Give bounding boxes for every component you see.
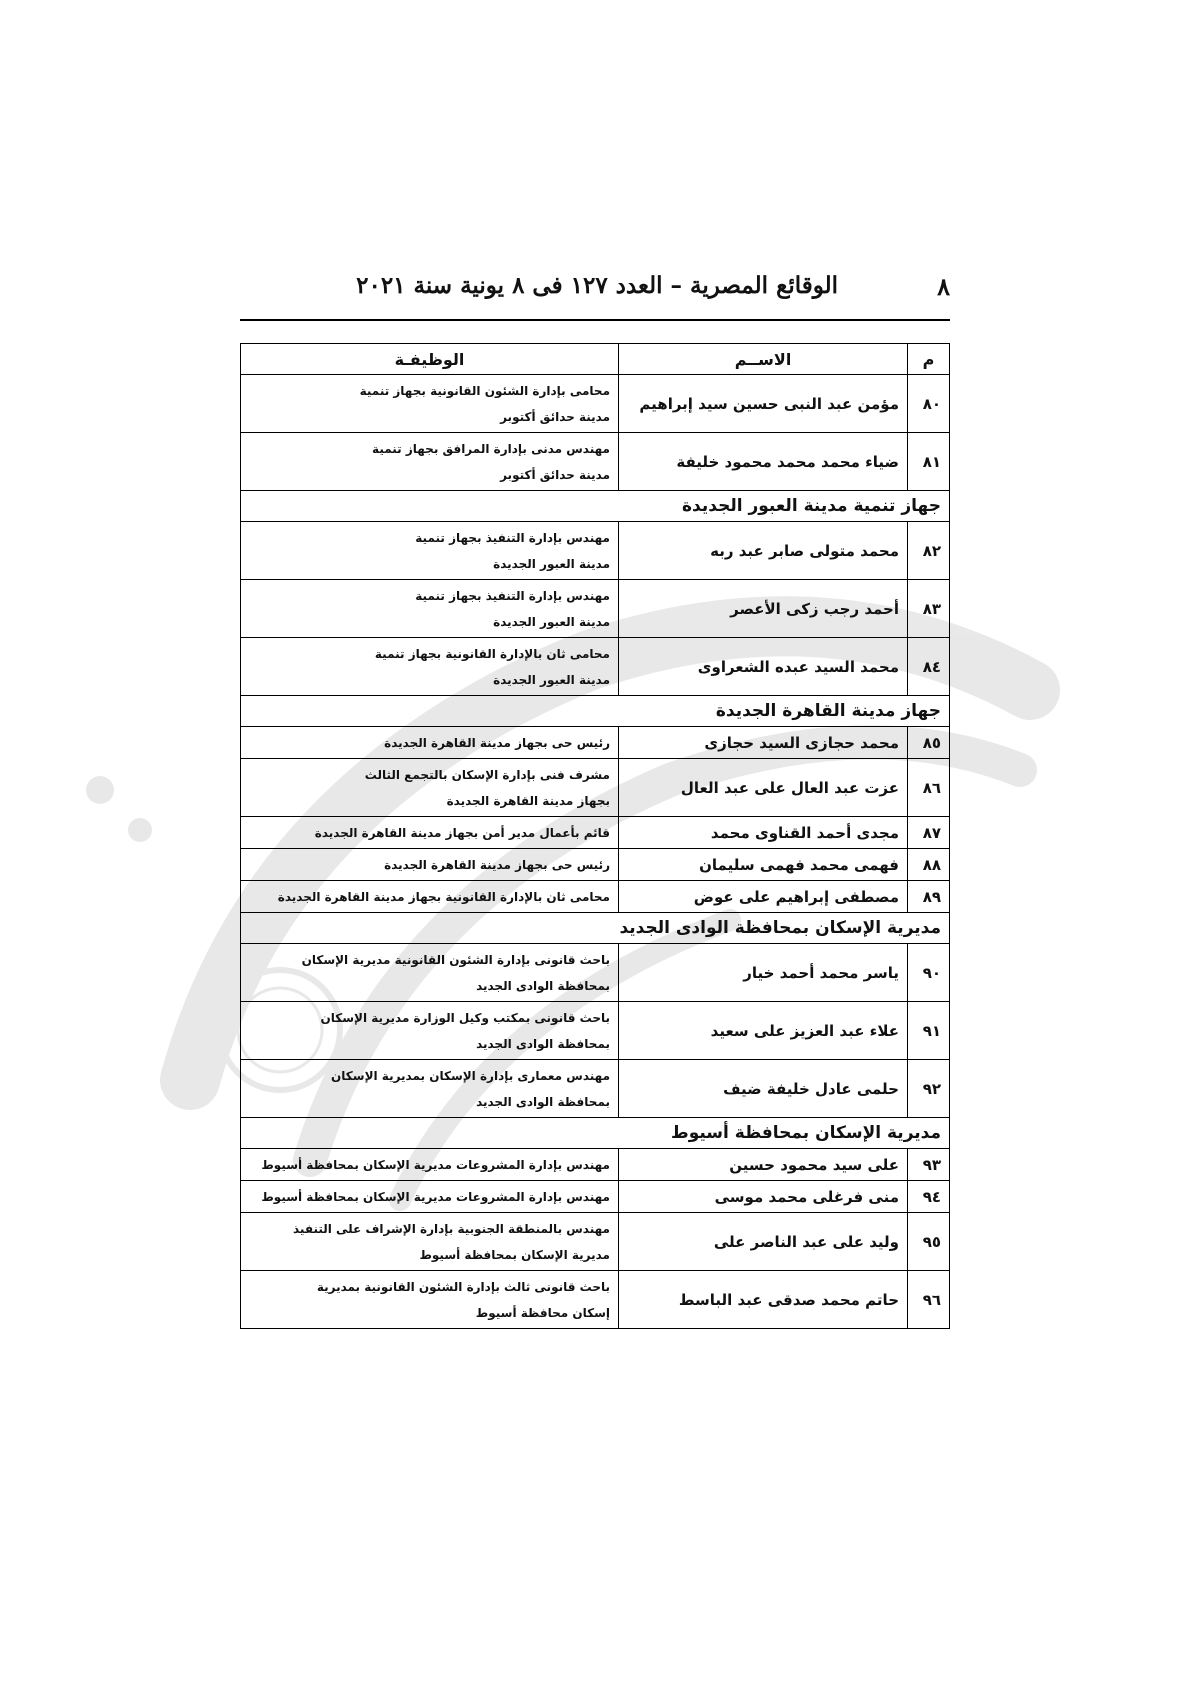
- job-title-line: بجهاز مدينة القاهرة الجديدة: [446, 793, 610, 808]
- job-title-line: مدينة العبور الجديدة: [493, 672, 610, 687]
- table-row: [241, 1213, 950, 1271]
- employee-name: حاتم محمد صدقى عبد الباسط: [619, 1271, 908, 1329]
- page-header: [240, 272, 950, 318]
- employee-name: مصطفى إبراهيم على عوض: [619, 881, 908, 913]
- section-heading-row: [241, 1118, 950, 1149]
- row-number: ٩٠: [908, 944, 950, 1002]
- job-title-line: مدينة حدائق أكتوبر: [500, 409, 610, 424]
- employee-name: ياسر محمد أحمد خيار: [619, 944, 908, 1002]
- job-title-line: محامى ثان بالإدارة القانونية بجهاز تنمية: [374, 646, 610, 661]
- job-title-line: مهندس مدنى بإدارة المرافق بجهاز تنمية: [372, 441, 610, 456]
- job-title-line: بمحافظة الوادى الجديد: [476, 1094, 610, 1109]
- section-heading: جهاز مدينة القاهرة الجديدة: [241, 696, 950, 727]
- row-number: ٩٢: [908, 1060, 950, 1118]
- job-title-line: مدينة العبور الجديدة: [493, 556, 610, 571]
- job-title-line: مدينة حدائق أكتوبر: [500, 467, 610, 482]
- row-number: ٨٨: [908, 849, 950, 881]
- job-title: [241, 1002, 619, 1060]
- job-title-line: مهندس بإدارة التنفيذ بجهاز تنمية: [415, 588, 610, 603]
- employee-name: حلمى عادل خليفة ضيف: [619, 1060, 908, 1118]
- row-number: ٩٥: [908, 1213, 950, 1271]
- employee-name: عزت عبد العال على عبد العال: [619, 759, 908, 817]
- row-number: ٩٣: [908, 1149, 950, 1181]
- employee-name: ضياء محمد محمد محمود خليفة: [619, 433, 908, 491]
- employee-name: على سيد محمود حسين: [619, 1149, 908, 1181]
- section-heading-row: [241, 913, 950, 944]
- job-title-line: بمحافظة الوادى الجديد: [476, 978, 610, 993]
- employee-name: وليد على عبد الناصر على: [619, 1213, 908, 1271]
- section-heading: جهاز تنمية مدينة العبور الجديدة: [241, 491, 950, 522]
- job-title-line: مدينة العبور الجديدة: [493, 614, 610, 629]
- job-title: [241, 1060, 619, 1118]
- table-row: [241, 1060, 950, 1118]
- employee-name: فهمى محمد فهمى سليمان: [619, 849, 908, 881]
- job-title: [241, 881, 619, 913]
- row-number: ٩٦: [908, 1271, 950, 1329]
- row-number: ٨٥: [908, 727, 950, 759]
- row-number: ٨٠: [908, 375, 950, 433]
- job-title: [241, 522, 619, 580]
- job-title: [241, 1181, 619, 1213]
- job-title-line: رئيس حى بجهاز مدينة القاهرة الجديدة: [384, 735, 610, 750]
- table-row: [241, 759, 950, 817]
- job-title-line: باحث قانونى ثالث بإدارة الشئون القانونية بمديرية: [316, 1279, 610, 1294]
- table-row: [241, 1149, 950, 1181]
- job-title: [241, 1213, 619, 1271]
- table-row: [241, 817, 950, 849]
- table-row: [241, 433, 950, 491]
- row-number: ٨٢: [908, 522, 950, 580]
- employee-name: أحمد رجب زكى الأعصر: [619, 580, 908, 638]
- table-row: [241, 1002, 950, 1060]
- job-title: [241, 638, 619, 696]
- table-row: [241, 522, 950, 580]
- employee-name: محمد متولى صابر عبد ربه: [619, 522, 908, 580]
- job-title-line: مهندس معمارى بإدارة الإسكان بمديرية الإسكان: [331, 1068, 610, 1083]
- job-title-line: باحث قانونى بإدارة الشئون القانونية مديرية الإسكان: [301, 952, 610, 967]
- employee-name: محمد السيد عبده الشعراوى: [619, 638, 908, 696]
- row-number: ٨٧: [908, 817, 950, 849]
- job-title: [241, 433, 619, 491]
- row-number: ٩١: [908, 1002, 950, 1060]
- job-title-line: مهندس بإدارة التنفيذ بجهاز تنمية: [415, 530, 610, 545]
- job-title: [241, 375, 619, 433]
- job-title: [241, 1271, 619, 1329]
- table-row: [241, 849, 950, 881]
- employee-name: مؤمن عبد النبى حسين سيد إبراهيم: [619, 375, 908, 433]
- row-number: ٨١: [908, 433, 950, 491]
- job-title-line: مهندس بالمنطقة الجنوبية بإدارة الإشراف على التنفيذ: [292, 1221, 610, 1236]
- table-row: [241, 375, 950, 433]
- column-header-job: الوظيفـة: [241, 344, 619, 375]
- table-row: [241, 727, 950, 759]
- column-header-number: م: [908, 344, 950, 375]
- row-number: ٨٩: [908, 881, 950, 913]
- section-heading-row: [241, 696, 950, 727]
- table-row: [241, 1271, 950, 1329]
- job-title: [241, 1149, 619, 1181]
- table-row: [241, 881, 950, 913]
- appointments-table: [240, 343, 950, 1329]
- job-title-line: باحث قانونى بمكتب وكيل الوزارة مديرية الإسكان: [320, 1010, 610, 1025]
- column-header-name: الاســم: [619, 344, 908, 375]
- section-heading: مديرية الإسكان بمحافظة أسيوط: [241, 1118, 950, 1149]
- job-title-line: محامى ثان بالإدارة القانونية بجهاز مدينة القاهرة الجديدة: [277, 889, 610, 904]
- table-header-row: [241, 344, 950, 375]
- job-title-line: بمحافظة الوادى الجديد: [476, 1036, 610, 1051]
- employee-name: منى فرغلى محمد موسى: [619, 1181, 908, 1213]
- job-title: [241, 727, 619, 759]
- table-row: [241, 580, 950, 638]
- running-title: الوقائع المصرية – العدد ١٢٧ فى ٨ يونية سنة ٢٠٢١: [356, 272, 838, 299]
- page-number: ٨: [937, 272, 950, 301]
- section-heading: مديرية الإسكان بمحافظة الوادى الجديد: [241, 913, 950, 944]
- job-title-line: قائم بأعمال مدير أمن بجهاز مدينة القاهرة الجديدة: [314, 825, 610, 840]
- job-title: [241, 580, 619, 638]
- row-number: ٨٣: [908, 580, 950, 638]
- job-title-line: مديرية الإسكان بمحافظة أسيوط: [419, 1247, 610, 1262]
- employee-name: محمد حجازى السيد حجازى: [619, 727, 908, 759]
- employee-name: علاء عبد العزيز على سعيد: [619, 1002, 908, 1060]
- table-row: [241, 1181, 950, 1213]
- job-title: [241, 817, 619, 849]
- job-title-line: مشرف فنى بإدارة الإسكان بالتجمع الثالث: [364, 767, 610, 782]
- job-title-line: مهندس بإدارة المشروعات مديرية الإسكان بمحافظة أسيوط: [261, 1189, 610, 1204]
- table-row: [241, 638, 950, 696]
- job-title-line: رئيس حى بجهاز مدينة القاهرة الجديدة: [384, 857, 610, 872]
- job-title: [241, 759, 619, 817]
- job-title: [241, 849, 619, 881]
- row-number: ٨٤: [908, 638, 950, 696]
- section-heading-row: [241, 491, 950, 522]
- job-title-line: مهندس بإدارة المشروعات مديرية الإسكان بمحافظة أسيوط: [261, 1157, 610, 1172]
- header-rule: [240, 319, 950, 321]
- job-title: [241, 944, 619, 1002]
- employee-name: مجدى أحمد القناوى محمد: [619, 817, 908, 849]
- table-row: [241, 944, 950, 1002]
- job-title-line: محامى بإدارة الشئون القانونية بجهاز تنمية: [359, 383, 610, 398]
- row-number: ٩٤: [908, 1181, 950, 1213]
- job-title-line: إسكان محافظة أسيوط: [475, 1305, 610, 1320]
- row-number: ٨٦: [908, 759, 950, 817]
